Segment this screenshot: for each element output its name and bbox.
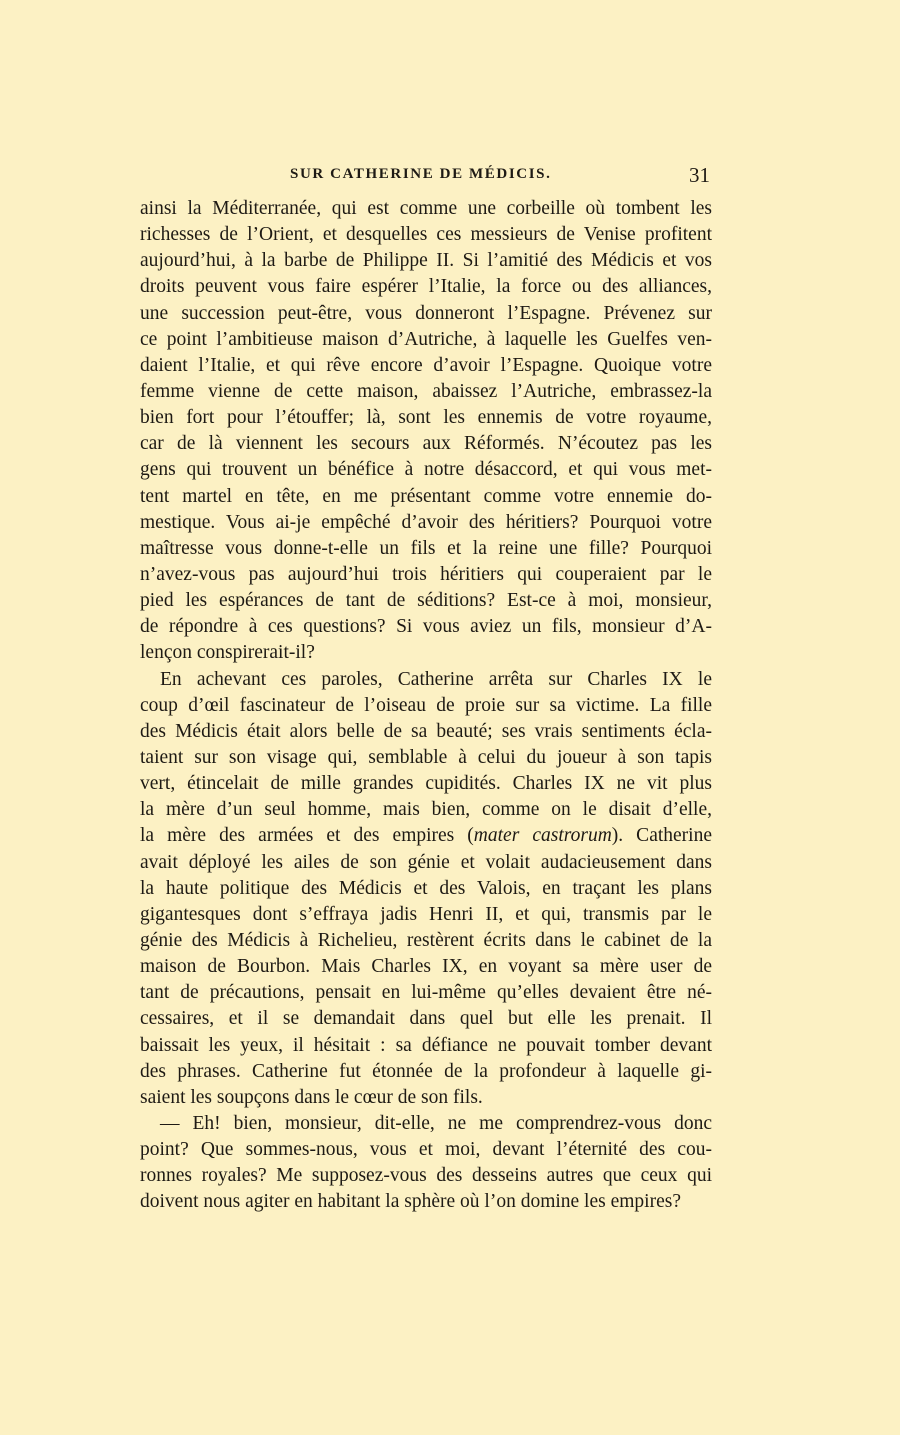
line-text: car de là viennent les secours aux Réformés. N’écoutez pas les <box>140 433 712 455</box>
line-text: vert, étincelait de mille grandes cupidités. Charles IX ne vit plus <box>140 773 712 795</box>
text-line <box>140 954 712 980</box>
line-text: bien fort pour l’étouffer; là, sont les ennemis de votre royaume, <box>140 407 712 429</box>
text-line <box>140 902 712 928</box>
line-text: ronnes royales? Me supposez-vous des desseins autres que ceux qui <box>140 1165 712 1187</box>
text-line <box>140 1111 712 1137</box>
text-line <box>140 1163 712 1189</box>
text-line <box>140 614 712 640</box>
text-line <box>140 1006 712 1032</box>
line-text: la haute politique des Médicis et des Valois, en traçant les plans <box>140 877 712 899</box>
text-line <box>140 1059 712 1085</box>
text-line <box>140 562 712 588</box>
line-text: droits peuvent vous faire espérer l’Italie, la force ou des alliances, <box>140 276 712 298</box>
line-text: maison de Bourbon. Mais Charles IX, en voyant sa mère user de <box>140 956 712 978</box>
line-text-after: ). Catherine <box>611 825 712 847</box>
line-text: saient les soupçons dans le cœur de son fils. <box>140 1086 483 1108</box>
text-line <box>140 850 712 876</box>
text-line <box>140 797 712 823</box>
line-text: des Médicis était alors belle de sa beauté; ses vrais sentiments écla- <box>140 720 712 742</box>
line-text: ainsi la Méditerranée, qui est comme une corbeille où tombent les <box>140 198 712 219</box>
italic-phrase: mater castrorum <box>473 825 612 847</box>
line-text: de répondre à ces questions? Si vous aviez un fils, monsieur d’A- <box>140 616 712 638</box>
text-line <box>140 353 712 379</box>
running-head <box>140 163 712 190</box>
line-text: — Eh! bien, monsieur, dit-elle, ne me comprendrez-vous donc <box>160 1112 712 1134</box>
line-text: n’avez-vous pas aujourd’hui trois héritiers qui couperaient par le <box>140 563 712 585</box>
text-line <box>140 719 712 745</box>
text-line <box>140 1189 712 1215</box>
text-line <box>140 588 712 614</box>
text-line <box>140 536 712 562</box>
text-line <box>140 405 712 431</box>
text-line <box>140 379 712 405</box>
line-text: taient sur son visage qui, semblable à celui du joueur à son tapis <box>140 746 712 768</box>
paragraph <box>140 196 712 667</box>
text-line <box>140 1033 712 1059</box>
text-line <box>140 693 712 719</box>
line-text: doivent nous agiter en habitant la sphère où l’on domine les empires? <box>140 1191 681 1213</box>
line-text: tant de précautions, pensait en lui-même qu’elles devaient être né- <box>140 982 712 1004</box>
page-number: 31 <box>689 163 710 187</box>
line-text: la mère d’un seul homme, mais bien, comme on le disait d’elle, <box>140 799 712 821</box>
line-text: richesses de l’Orient, et desquelles ces messieurs de Venise profitent <box>140 224 712 246</box>
line-text: pied les espérances de tant de séditions? Est-ce à moi, monsieur, <box>140 590 712 612</box>
text-line <box>140 301 712 327</box>
text-line <box>140 640 712 666</box>
line-text: daient l’Italie, et qui rêve encore d’avoir l’Espagne. Quoique votre <box>140 354 712 376</box>
line-text: maîtresse vous donne-t-elle un fils et la reine une fille? Pourquoi <box>140 537 712 559</box>
line-text: cessaires, et il se demandait dans quel but elle les prenait. Il <box>140 1008 712 1030</box>
text-line <box>140 745 712 771</box>
line-text: lençon conspirerait-il? <box>140 642 315 664</box>
line-text: avait déployé les ailes de son génie et volait audacieusement dans <box>140 851 712 873</box>
body-text <box>140 196 712 1215</box>
line-text: gens qui trouvent un bénéfice à notre désaccord, et qui vous met- <box>140 459 712 481</box>
text-line <box>140 1137 712 1163</box>
line-text: femme vienne de cette maison, abaissez l’Autriche, embrassez-la <box>140 380 712 402</box>
line-text: coup d’œil fascinateur de l’oiseau de proie sur sa victime. La fille <box>140 694 712 716</box>
line-text: point? Que sommes-nous, vous et moi, devant l’éternité des cou- <box>140 1139 712 1161</box>
text-line <box>140 431 712 457</box>
text-line <box>140 928 712 954</box>
text-line <box>140 1085 712 1111</box>
text-line <box>140 222 712 248</box>
line-text: gigantesques dont s’effraya jadis Henri II, et qui, transmis par le <box>140 903 712 925</box>
text-line <box>140 823 712 849</box>
text-line <box>140 274 712 300</box>
paragraph <box>140 1111 712 1216</box>
paragraph <box>140 667 712 1111</box>
running-head-title: SUR CATHERINE DE MÉDICIS. <box>290 166 552 182</box>
line-text: des phrases. Catherine fut étonnée de la profondeur à laquelle gi- <box>140 1060 712 1082</box>
text-line <box>140 510 712 536</box>
text-line <box>140 876 712 902</box>
text-line <box>140 327 712 353</box>
line-text: baissait les yeux, il hésitait : sa défiance ne pouvait tomber devant <box>140 1034 712 1056</box>
line-text: En achevant ces paroles, Catherine arrêta sur Charles IX le <box>160 668 712 690</box>
line-text: la mère des armées et des empires ( <box>140 825 474 847</box>
text-line <box>140 771 712 797</box>
text-line <box>140 980 712 1006</box>
line-text: mestique. Vous ai-je empêché d’avoir des héritiers? Pourquoi votre <box>140 511 712 533</box>
text-line <box>140 196 712 222</box>
text-line <box>140 667 712 693</box>
line-text: tent martel en tête, en me présentant comme votre ennemie do- <box>140 485 712 507</box>
line-text: ce point l’ambitieuse maison d’Autriche, à laquelle les Guelfes ven- <box>140 328 712 350</box>
text-line <box>140 484 712 510</box>
text-line <box>140 248 712 274</box>
line-text: une succession peut-être, vous donneront l’Espagne. Prévenez sur <box>140 302 712 324</box>
text-line <box>140 457 712 483</box>
line-text: aujourd’hui, à la barbe de Philippe II. Si l’amitié des Médicis et vos <box>140 250 712 272</box>
line-text: génie des Médicis à Richelieu, restèrent écrits dans le cabinet de la <box>140 929 712 951</box>
